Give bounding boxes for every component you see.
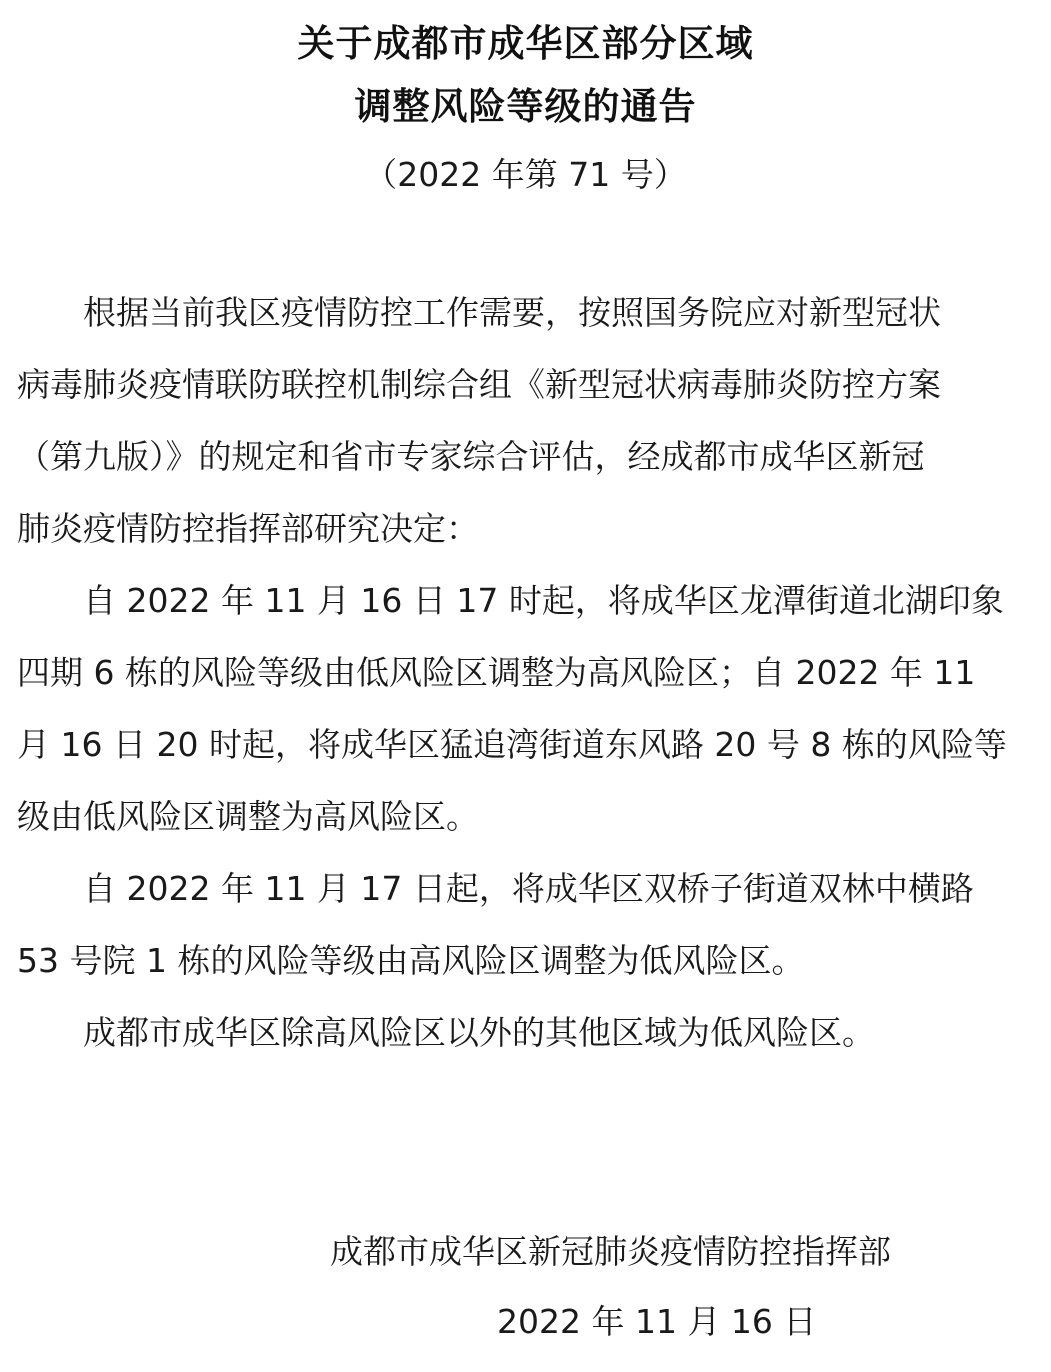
document-number: （2022 年第 71 号） bbox=[364, 155, 687, 194]
paragraph-2-line-3: 月 16 日 20 时起，将成华区猛追湾街道东风路 20 号 8 栋的风险等 bbox=[17, 725, 1007, 764]
paragraph-3-line-2: 53 号院 1 栋的风险等级由高风险区调整为低风险区。 bbox=[17, 941, 805, 980]
paragraph-3-line-1: 自 2022 年 11 月 17 日起，将成华区双桥子街道双林中横路 bbox=[17, 869, 974, 908]
paragraph-2-line-1: 自 2022 年 11 月 16 日 17 时起，将成华区龙潭街道北湖印象 bbox=[17, 581, 1004, 620]
paragraph-2-line-2: 四期 6 栋的风险等级由低风险区调整为高风险区；自 2022 年 11 bbox=[17, 653, 976, 692]
signature-date: 2022 年 11 月 16 日 bbox=[497, 1302, 817, 1341]
paragraph-4-line-1: 成都市成华区除高风险区以外的其他区域为低风险区。 bbox=[17, 1013, 875, 1052]
paragraph-2-line-4: 级由低风险区调整为高风险区。 bbox=[17, 797, 479, 836]
paragraph-1-line-2: 病毒肺炎疫情联防联控机制综合组《新型冠状病毒肺炎防控方案 bbox=[17, 365, 941, 404]
paragraph-1-line-4: 肺炎疫情防控指挥部研究决定： bbox=[17, 509, 479, 548]
document-title-line-2: 调整风险等级的通告 bbox=[354, 85, 697, 128]
paragraph-1-line-3: （第九版）》的规定和省市专家综合评估，经成都市成华区新冠 bbox=[17, 437, 925, 476]
paragraph-1-line-1: 根据当前我区疫情防控工作需要，按照国务院应对新型冠状 bbox=[17, 293, 941, 332]
signature-organization: 成都市成华区新冠肺炎疫情防控指挥部 bbox=[330, 1232, 891, 1271]
document-title-line-1: 关于成都市成华区部分区域 bbox=[297, 22, 754, 65]
